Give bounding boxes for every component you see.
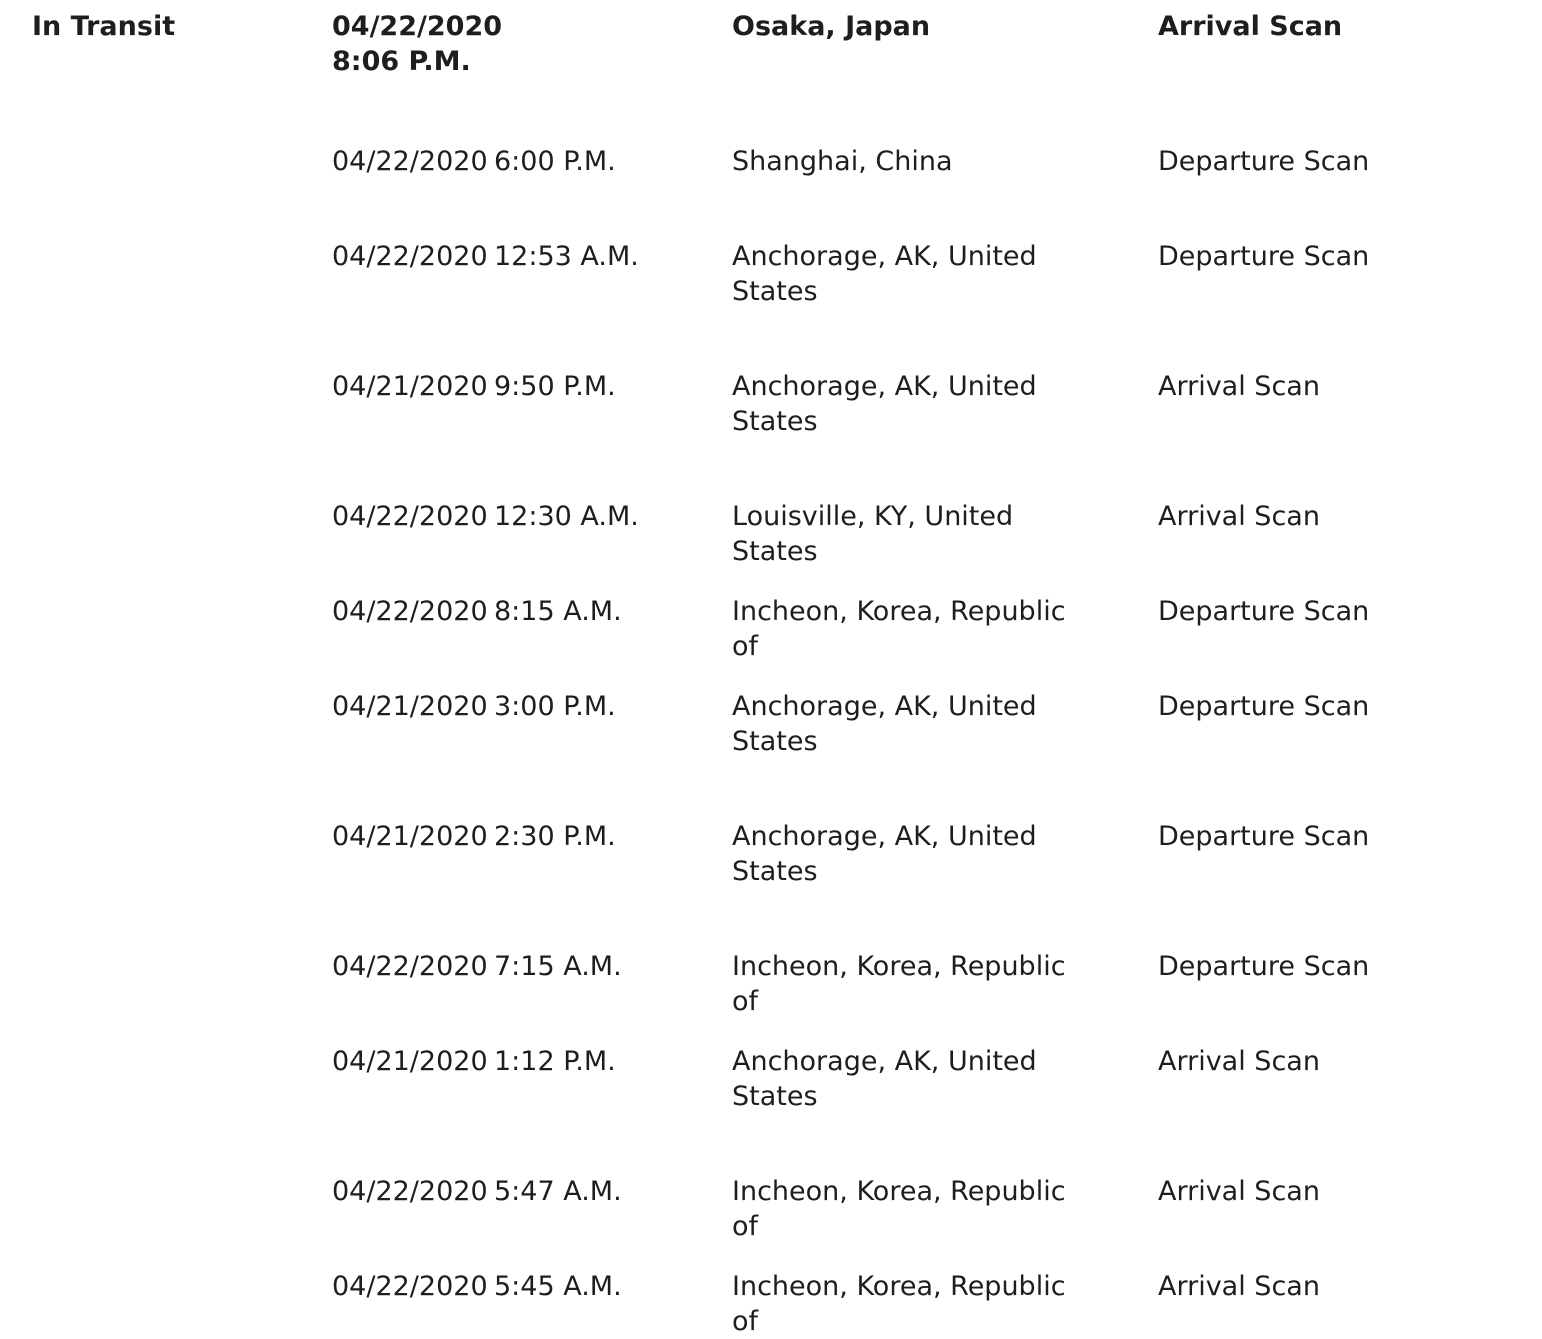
event-location [732,1044,1082,1114]
event-date: 04/22/2020 [332,1271,488,1302]
event-time: 8:06 P.M. [332,46,471,77]
event-datetime [332,9,662,79]
event-time: 5:45 A.M. [494,1271,622,1302]
event-time: 5:47 A.M. [494,1176,622,1207]
event-time: 6:00 P.M. [494,146,616,177]
event-date: 04/22/2020 [332,1176,488,1207]
event-location: Incheon, Korea, Republic of [732,596,1066,662]
event-location: Incheon, Korea, Republic of [732,1271,1066,1337]
event-location-line: Anchorage, AK, United [732,821,1037,852]
event-date: 04/22/2020 [332,596,488,627]
event-date: 04/22/2020 [332,11,503,42]
event-activity: Departure Scan [1158,821,1370,852]
event-date: 04/21/2020 [332,691,488,722]
event-location: Incheon, Korea, Republic of [732,1176,1066,1242]
event-date: 04/22/2020 [332,951,488,982]
event-date: 04/21/2020 [332,371,488,402]
event-time: 1:12 P.M. [494,1046,616,1077]
event-date: 04/22/2020 [332,241,488,272]
event-activity: Departure Scan [1158,146,1370,177]
event-activity: Arrival Scan [1158,1271,1320,1302]
event-time: 9:50 P.M. [494,371,616,402]
event-activity: Departure Scan [1158,241,1370,272]
event-location-line: States [732,276,818,307]
event-location-line: States [732,406,818,437]
event-date: 04/22/2020 [332,146,488,177]
event-location: Osaka, Japan [732,11,931,42]
event-time: 3:00 P.M. [494,691,616,722]
event-time: 12:53 A.M. [494,241,639,272]
event-time: 7:15 A.M. [494,951,622,982]
event-location-line: States [732,856,818,887]
event-location: Incheon, Korea, Republic of [732,951,1066,1017]
event-activity: Arrival Scan [1158,501,1320,532]
event-time: 8:15 A.M. [494,596,622,627]
event-activity: Arrival Scan [1158,1046,1320,1077]
event-date: 04/21/2020 [332,821,488,852]
status-label: In Transit [32,11,176,42]
event-location-line: States [732,726,818,757]
event-location-line: Anchorage, AK, United [732,1046,1037,1077]
event-location-line: Anchorage, AK, United [732,691,1037,722]
event-location-line: Anchorage, AK, United [732,241,1037,272]
event-date: 04/22/2020 [332,501,488,532]
event-activity: Departure Scan [1158,691,1370,722]
event-location [732,369,1082,439]
event-activity: Arrival Scan [1158,1176,1320,1207]
event-date: 04/21/2020 [332,1046,488,1077]
event-activity: Departure Scan [1158,596,1370,627]
event-location-line: Anchorage, AK, United [732,371,1037,402]
event-location: Louisville, KY, United States [732,501,1014,567]
event-location: Shanghai, China [732,146,953,177]
event-time: 2:30 P.M. [494,821,616,852]
event-activity: Departure Scan [1158,951,1370,982]
event-activity: Arrival Scan [1158,371,1320,402]
event-location-line: States [732,1081,818,1112]
event-location [732,239,1082,309]
event-activity: Arrival Scan [1158,11,1343,42]
event-location [732,689,1082,759]
event-location [732,819,1082,889]
event-time: 12:30 A.M. [494,501,639,532]
